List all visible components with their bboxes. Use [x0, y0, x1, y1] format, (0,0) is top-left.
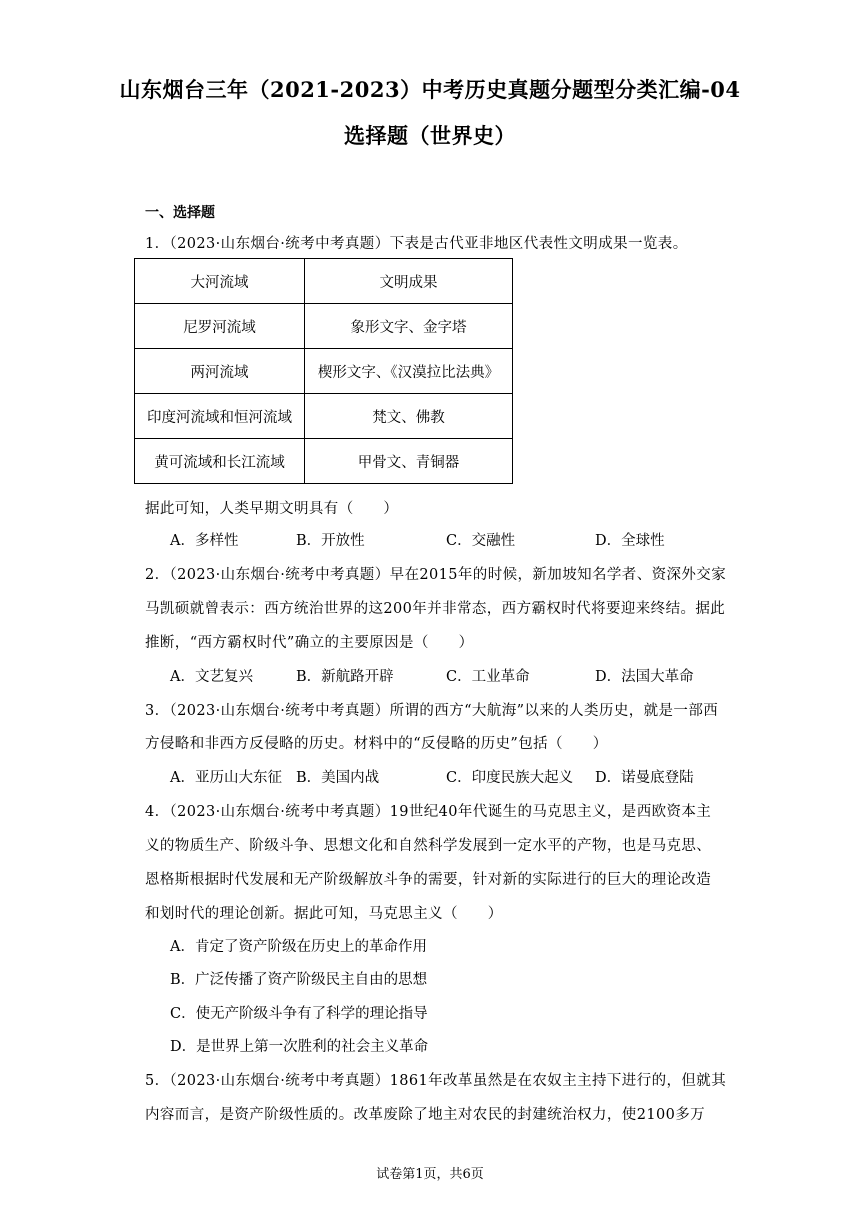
q3-option-a: A．亚历山大东征 — [170, 770, 282, 786]
table-header-cell: 文明成果 — [305, 259, 513, 304]
table-cell: 印度河流域和恒河流域 — [135, 394, 305, 439]
table-header-cell: 大河流域 — [135, 259, 305, 304]
q4-option-a: A．肯定了资产阶级在历史上的革命作用 — [170, 939, 427, 955]
table-cell: 梵文、佛教 — [305, 394, 513, 439]
q1-option-b: B．开放性 — [296, 533, 365, 549]
q4-option-b: B．广泛传播了资产阶级民主自由的思想 — [170, 972, 428, 988]
q2-option-c: C．工业革命 — [446, 669, 530, 685]
doc-title-line2: 选择题（世界史） — [344, 123, 516, 148]
q2-option-a: A．文艺复兴 — [170, 669, 253, 685]
q2-stem-line3: 推断，“西方霸权时代”确立的主要原因是（ ） — [145, 635, 474, 651]
table-cell: 黄可流域和长江流域 — [135, 439, 305, 484]
page-footer: 试卷第1页，共6页 — [376, 1167, 484, 1182]
q3-stem-line1: 3．（2023·山东烟台·统考中考真题）所谓的西方“大航海”以来的人类历史，就是一部西 — [145, 703, 719, 719]
q1-option-d: D．全球性 — [595, 533, 665, 549]
q3-stem-line2: 方侵略和非西方反侵略的历史。材料中的“反侵略的历史”包括（ ） — [145, 736, 608, 752]
civilization-table — [134, 258, 513, 484]
q4-stem-line1: 4．（2023·山东烟台·统考中考真题）19世纪40年代诞生的马克思主义，是西欧资本主 — [145, 804, 712, 820]
table-cell: 象形文字、金字塔 — [305, 304, 513, 349]
q3-option-c: C．印度民族大起义 — [446, 770, 574, 786]
q3-option-b: B．美国内战 — [296, 770, 380, 786]
q3-option-d: D．诺曼底登陆 — [595, 770, 694, 786]
q4-option-c: C．使无产阶级斗争有了科学的理论指导 — [170, 1006, 428, 1022]
q4-stem-line3: 恩格斯根据时代发展和无产阶级解放斗争的需要，针对新的实际进行的巨大的理论改造 — [145, 872, 712, 888]
table-row — [135, 349, 513, 394]
q1-prompt: 据此可知，人类早期文明具有（ ） — [145, 501, 399, 517]
q1-stem: 1．（2023·山东烟台·统考中考真题）下表是古代亚非地区代表性文明成果一览表。 — [145, 236, 688, 252]
table-row — [135, 304, 513, 349]
q1-option-a: A．多样性 — [170, 533, 239, 549]
table-cell: 两河流域 — [135, 349, 305, 394]
table-cell: 楔形文字、《汉漠拉比法典》 — [305, 349, 513, 394]
table-cell: 尼罗河流域 — [135, 304, 305, 349]
table-row — [135, 394, 513, 439]
table-row — [135, 439, 513, 484]
q2-option-d: D．法国大革命 — [595, 669, 694, 685]
q4-option-d: D．是世界上第一次胜利的社会主义革命 — [170, 1039, 429, 1055]
q4-stem-line4: 和划时代的理论创新。据此可知，马克思主义（ ） — [145, 906, 503, 922]
q5-stem-line1: 5．（2023·山东烟台·统考中考真题）1861年改革虽然是在农奴主主持下进行的，但就其 — [145, 1073, 727, 1089]
q5-stem-line2: 内容而言，是资产阶级性质的。改革废除了地主对农民的封建统治权力，使2100多万 — [145, 1107, 705, 1123]
q1-option-c: C．交融性 — [446, 533, 516, 549]
q4-stem-line2: 义的物质生产、阶级斗争、思想文化和自然科学发展到一定水平的产物，也是马克思、 — [145, 838, 712, 854]
table-header-row — [135, 259, 513, 304]
section-heading: 一、选择题 — [145, 205, 215, 221]
q2-stem-line2: 马凯硕就曾表示：西方统治世界的这200年并非常态，西方霸权时代将要迎来终结。据此 — [145, 601, 726, 617]
doc-title-line1: 山东烟台三年（2021-2023）中考历史真题分题型分类汇编-04 — [119, 77, 741, 102]
table-cell: 甲骨文、青铜器 — [305, 439, 513, 484]
q2-stem-line1: 2．（2023·山东烟台·统考中考真题）早在2015年的时候，新加坡知名学者、资深外交家 — [145, 567, 727, 583]
q2-option-b: B．新航路开辟 — [296, 669, 394, 685]
